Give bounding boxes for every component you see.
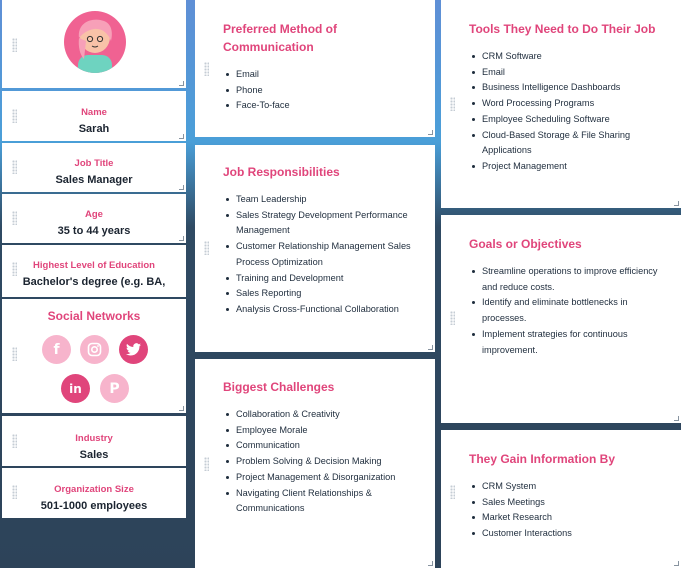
job-responsibilities-card xyxy=(195,145,435,352)
list-item: CRM System xyxy=(469,479,665,495)
avatar xyxy=(64,11,126,73)
list-item: Email xyxy=(223,67,419,83)
list-item: Employee Morale xyxy=(223,423,419,439)
drag-handle[interactable] xyxy=(12,109,17,123)
list-item: Sales Meetings xyxy=(469,495,665,511)
list-item: Project Management & Disorganization xyxy=(223,470,419,486)
list-item: Implement strategies for continuous improvement. xyxy=(469,327,665,358)
name-label: Name xyxy=(81,107,107,118)
goals-list xyxy=(469,264,665,358)
biggest-challenges-title: Biggest Challenges xyxy=(223,380,335,394)
resize-handle[interactable] xyxy=(179,185,184,190)
resize-handle[interactable] xyxy=(674,416,679,421)
list-item: Problem Solving & Decision Making xyxy=(223,454,419,470)
age-value: 35 to 44 years xyxy=(57,225,131,237)
list-item: Communication xyxy=(223,438,419,454)
age-label: Age xyxy=(85,209,103,220)
industry-label: Industry xyxy=(75,433,113,444)
resize-handle[interactable] xyxy=(179,81,184,86)
organization-size-value: 501-1000 employees xyxy=(40,500,148,512)
resize-handle[interactable] xyxy=(179,406,184,411)
pinterest-icon[interactable]: P xyxy=(100,374,129,403)
list-item: Team Leadership xyxy=(223,192,419,208)
list-item: Sales Strategy Development Performance Management xyxy=(223,208,419,239)
list-item: CRM Software xyxy=(469,49,665,65)
drag-handle[interactable] xyxy=(12,347,17,361)
list-item: Customer Interactions xyxy=(469,526,665,542)
list-item: Training and Development xyxy=(223,271,419,287)
list-item: Market Research xyxy=(469,510,665,526)
list-item: Navigating Client Relationships & Communications xyxy=(223,486,419,517)
list-item: Cloud-Based Storage & File Sharing Applications xyxy=(469,128,665,159)
list-item: Email xyxy=(469,65,665,81)
instagram-icon[interactable] xyxy=(80,335,109,364)
linkedin-icon[interactable]: in xyxy=(61,374,90,403)
resize-handle[interactable] xyxy=(674,561,679,566)
communication-title: Preferred Method of Communication xyxy=(223,22,338,54)
age-card xyxy=(2,194,186,243)
job-title-card xyxy=(2,143,186,192)
drag-handle[interactable] xyxy=(450,311,455,325)
resize-handle[interactable] xyxy=(428,130,433,135)
organization-size-label: Organization Size xyxy=(54,484,134,495)
education-label: Highest Level of Education xyxy=(33,260,155,271)
tools-title: Tools They Need to Do Their Job xyxy=(469,22,656,36)
drag-handle[interactable] xyxy=(204,457,209,471)
job-responsibilities-title: Job Responsibilities xyxy=(223,165,340,179)
list-item: Analysis Cross-Functional Collaboration xyxy=(223,302,419,318)
information-sources-title: They Gain Information By xyxy=(469,452,616,466)
drag-handle[interactable] xyxy=(204,241,209,255)
drag-handle[interactable] xyxy=(12,211,17,225)
industry-value: Sales xyxy=(79,449,109,461)
name-value: Sarah xyxy=(78,123,110,135)
job-title-value: Sales Manager xyxy=(55,174,133,186)
goals-title: Goals or Objectives xyxy=(469,237,582,251)
list-item: Project Management xyxy=(469,159,665,175)
industry-card xyxy=(2,416,186,466)
list-item: Phone xyxy=(223,83,419,99)
drag-handle[interactable] xyxy=(12,38,17,52)
information-sources-list xyxy=(469,479,665,542)
job-title-label: Job Title xyxy=(74,158,114,169)
list-item: Employee Scheduling Software xyxy=(469,112,665,128)
drag-handle[interactable] xyxy=(12,160,17,174)
resize-handle[interactable] xyxy=(179,236,184,241)
list-item: Collaboration & Creativity xyxy=(223,407,419,423)
resize-handle[interactable] xyxy=(428,561,433,566)
twitter-icon[interactable] xyxy=(119,335,148,364)
drag-handle[interactable] xyxy=(204,62,209,76)
list-item: Streamline operations to improve efficiency and reduce costs. xyxy=(469,264,665,295)
drag-handle[interactable] xyxy=(12,485,17,499)
list-item: Customer Relationship Management Sales Process Optimization xyxy=(223,239,419,270)
biggest-challenges-list xyxy=(223,407,419,517)
list-item: Word Processing Programs xyxy=(469,96,665,112)
list-item: Sales Reporting xyxy=(223,286,419,302)
biggest-challenges-card xyxy=(195,359,435,568)
communication-card xyxy=(195,0,435,137)
avatar-card xyxy=(2,0,186,88)
job-responsibilities-list xyxy=(223,192,419,318)
social-networks-card xyxy=(2,299,186,413)
education-card xyxy=(2,245,186,297)
drag-handle[interactable] xyxy=(12,262,17,276)
tools-card xyxy=(441,0,681,208)
goals-card xyxy=(441,215,681,423)
drag-handle[interactable] xyxy=(450,485,455,499)
drag-handle[interactable] xyxy=(12,434,17,448)
drag-handle[interactable] xyxy=(450,97,455,111)
list-item: Identify and eliminate bottlenecks in processes. xyxy=(469,295,665,326)
communication-list xyxy=(223,67,419,114)
list-item: Business Intelligence Dashboards xyxy=(469,80,665,96)
facebook-icon[interactable]: f xyxy=(42,335,71,364)
resize-handle[interactable] xyxy=(428,345,433,350)
information-sources-card xyxy=(441,430,681,568)
education-value: Bachelor's degree (e.g. BA, xyxy=(22,276,166,288)
organization-size-card xyxy=(2,468,186,518)
social-networks-title: Social Networks xyxy=(47,309,141,323)
resize-handle[interactable] xyxy=(179,134,184,139)
tools-list xyxy=(469,49,665,175)
resize-handle[interactable] xyxy=(674,201,679,206)
name-card xyxy=(2,91,186,141)
list-item: Face-To-face xyxy=(223,98,419,114)
